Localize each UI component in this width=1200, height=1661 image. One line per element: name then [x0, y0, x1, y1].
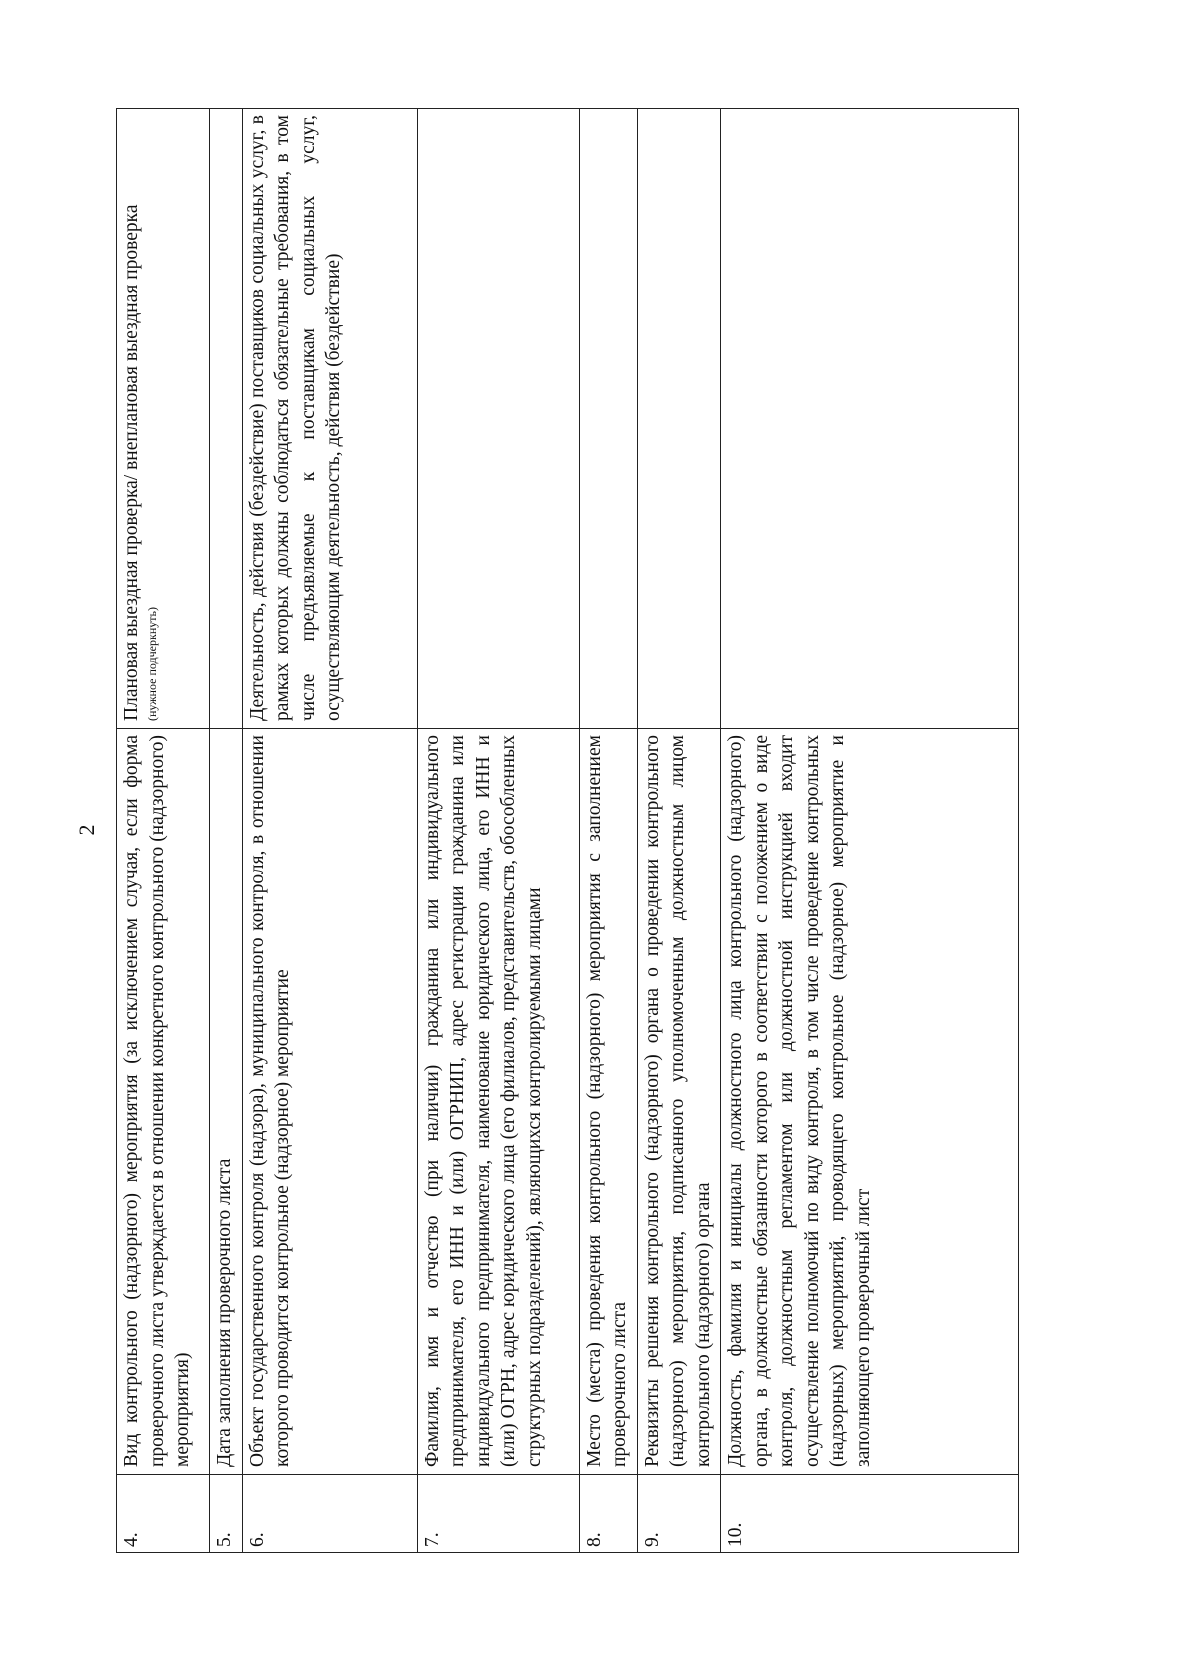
row-number: 8. [579, 1475, 637, 1553]
row-number: 5. [210, 1475, 243, 1553]
row-description: Дата заполнения проверочного листа [210, 729, 243, 1475]
row-value [637, 109, 721, 729]
row-description: Должность, фамилия и инициалы должностного лица контрольного (надзорного) органа, в должностные обязанности которого в соответствии с положением о виде контроля, должностным регламентом или должностной инструкцией входит осуществление полномочий по виду контроля, в том числе проведение контрольных (надзорных) мероприятий, проводящего контрольное (надзорное) мероприятие и заполняющего проверочный лист [721, 729, 1019, 1475]
row-description: Место (места) проведения контрольного (надзорного) мероприятия с заполнением проверочного листа [579, 729, 637, 1475]
row-number: 7. [417, 1475, 579, 1553]
row-value [579, 109, 637, 729]
page-number: 2 [74, 824, 99, 836]
row-value [721, 109, 1019, 729]
row-number: 4. [117, 1475, 210, 1553]
row-number: 10. [721, 1475, 1019, 1553]
table-row [721, 109, 1019, 1553]
row-number: 9. [637, 1475, 721, 1553]
table-row [242, 109, 417, 1553]
row-value [117, 109, 210, 729]
table-row [417, 109, 579, 1553]
table-row [117, 109, 210, 1553]
inspection-form-table-wrapper [116, 109, 1011, 1553]
row-description: Объект государственного контроля (надзора), муниципального контроля, в отношении которого проводится контрольное (надзорное) мероприятие [242, 729, 417, 1475]
row-description: Реквизиты решения контрольного (надзорного) органа о проведении контрольного (надзорного) мероприятия, подписанного уполномоченным должностным лицом контрольного (надзорного) органа [637, 729, 721, 1475]
underline-note: (нужное подчеркнуть) [144, 607, 159, 721]
inspection-form-table [116, 108, 1019, 1553]
table-row [637, 109, 721, 1553]
row-number: 6. [242, 1475, 417, 1553]
row-value [417, 109, 579, 729]
inspection-type-options: Плановая выездная проверка/ внеплановая выездная проверка [121, 204, 142, 721]
row-description: Фамилия, имя и отчество (при наличии) гражданина или индивидуального предпринимателя, его ИНН и (или) ОГРНИП, адрес регистрации гражданина или индивидуального предпринимателя, наименование юридического лица, его ИНН и (или) ОГРН, адрес юридического лица (его филиалов, представительств, обособленных структурных подразделений), являющихся контролируемыми лицами [417, 729, 579, 1475]
table-row [210, 109, 243, 1553]
row-value: Деятельность, действия (бездействие) поставщиков социальных услуг, в рамках которых должны соблюдаться обязательные требования, в том числе предъявляемые к поставщикам социальных услуг, осуществляющим деятельность, действия (бездействие) [242, 109, 417, 729]
row-description: Вид контрольного (надзорного) мероприятия (за исключением случая, если форма проверочного листа утверждается в отношении конкретного контрольного (надзорного) мероприятия) [117, 729, 210, 1475]
row-value [210, 109, 243, 729]
table-row [579, 109, 637, 1553]
